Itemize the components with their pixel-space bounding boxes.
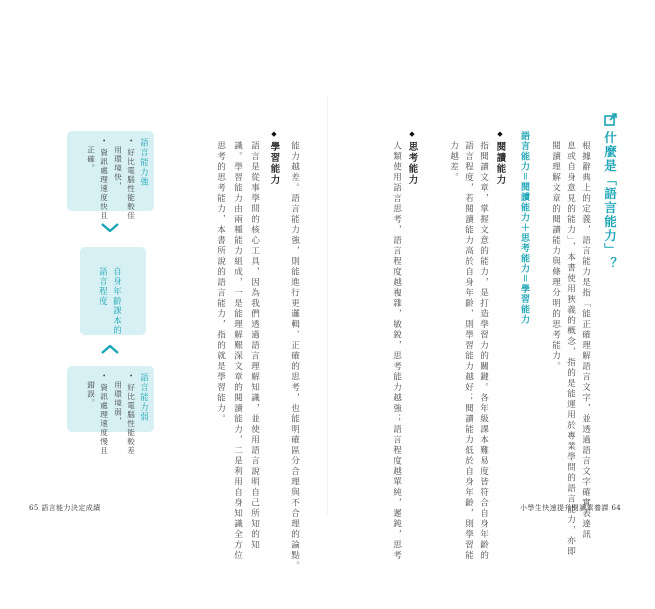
page-title: 什麼是「語言能力」？ [602,131,618,271]
heading-thinking: ◆思考能力 [406,129,418,186]
intro-col-3: 閱讀理解文章的閱讀能力與條理分明的思考能力。 [550,141,561,372]
external-link-icon [604,113,617,126]
diamond-bullet-icon: ◆ [269,129,279,140]
diamond-bullet-icon: ◆ [495,129,505,140]
learning-col-2: 識。學習能力由兩種能力組成，一是能理解艱深文章的閱讀能力，二是利用自身知識全方位 [232,141,243,561]
left-footer [29,503,101,513]
reading-col-2: 語言程度，若閱讀能力高於自身年齡，則學習能力越好；閱讀能力低於自身年齡，則學習能 [463,141,474,561]
bullet-dot-icon: • [127,373,135,382]
spine-shadow [327,95,328,515]
weak-item-2-line-2: 錯誤。 [86,381,96,408]
learning-col-3: 思考的思考能力，本書所說的語言能力，指的就是學習能力。 [215,141,226,425]
right-page-number: 64 [611,504,622,512]
strong-box-title: 語言能力強 [139,138,150,187]
reading-col-3: 力越差。 [448,141,459,183]
left-intro-col-1: 能力越差。語言能力強，則能進行更邏輯、正確的思考，也能明確區分合理與不合理的論點。 [289,141,300,572]
weak-language-box [67,366,154,456]
strong-item-2-line-1: •資訊處理速度快且 [99,138,109,221]
chevron-up-icon [100,344,120,355]
heading-reading: ◆閱讀能力 [494,129,506,186]
intro-col-2: 息或自身意見的能力」，本書使用狹義的概念，指的是能運用於專業學問的語言能力，亦即 [565,141,576,557]
left-page-number: 65 [29,504,39,512]
weak-box-title: 語言能力弱 [139,373,150,422]
left-footer-title: 語言能力決定成績 [41,504,101,512]
strong-item-1-line-2: 用環境快， [113,146,123,191]
chevron-down-icon [100,222,120,233]
weak-item-1-line-2: 用環境弱， [113,381,123,426]
heading-learning: ◆學習能力 [268,129,280,186]
bullet-dot-icon: • [100,373,108,382]
formula: 語言能力＝閱讀能力＋思考能力＝學習能力 [519,131,529,325]
diamond-bullet-icon: ◆ [407,129,417,140]
bullet-dot-icon: • [127,138,135,147]
right-footer [520,503,621,513]
reading-col-1: 指閱讀文章，掌握文意的能力，是打造學習力的關鍵。各年級課本難易度皆符合自身年齡的 [478,141,489,561]
strong-language-box [67,131,154,221]
weak-item-1-line-1: •好比電腦性能較差 [126,373,136,456]
age-level-box [80,247,146,335]
weak-item-2-line-1: •資訊處理速度慢且 [99,373,109,456]
thinking-col-1: 人類使用語言思考，語言程度越複雜，敏銳，思考能力越強；語言程度越單純，遲鈍，思考 [391,141,402,561]
center-line-1: 自身年齡課本的 [112,267,123,336]
bullet-dot-icon: • [100,138,108,147]
right-footer-title: 小學生快速提升閱讀素養課 [520,504,609,512]
strong-item-1-line-1: •好比電腦性能較佳 [126,138,136,221]
intro-col-1: 根據辭典上的定義，語言能力是指「能正確理解語言文字，並透過語言文字確實表達訊 [580,141,591,540]
center-line-2: 語言程度 [98,267,109,307]
strong-item-2-line-2: 正確。 [86,146,96,173]
learning-col-1: 語言是從事學問的核心工具，因為我們透過語言理解知識，並使用語言說明自己所知的知 [249,141,260,551]
